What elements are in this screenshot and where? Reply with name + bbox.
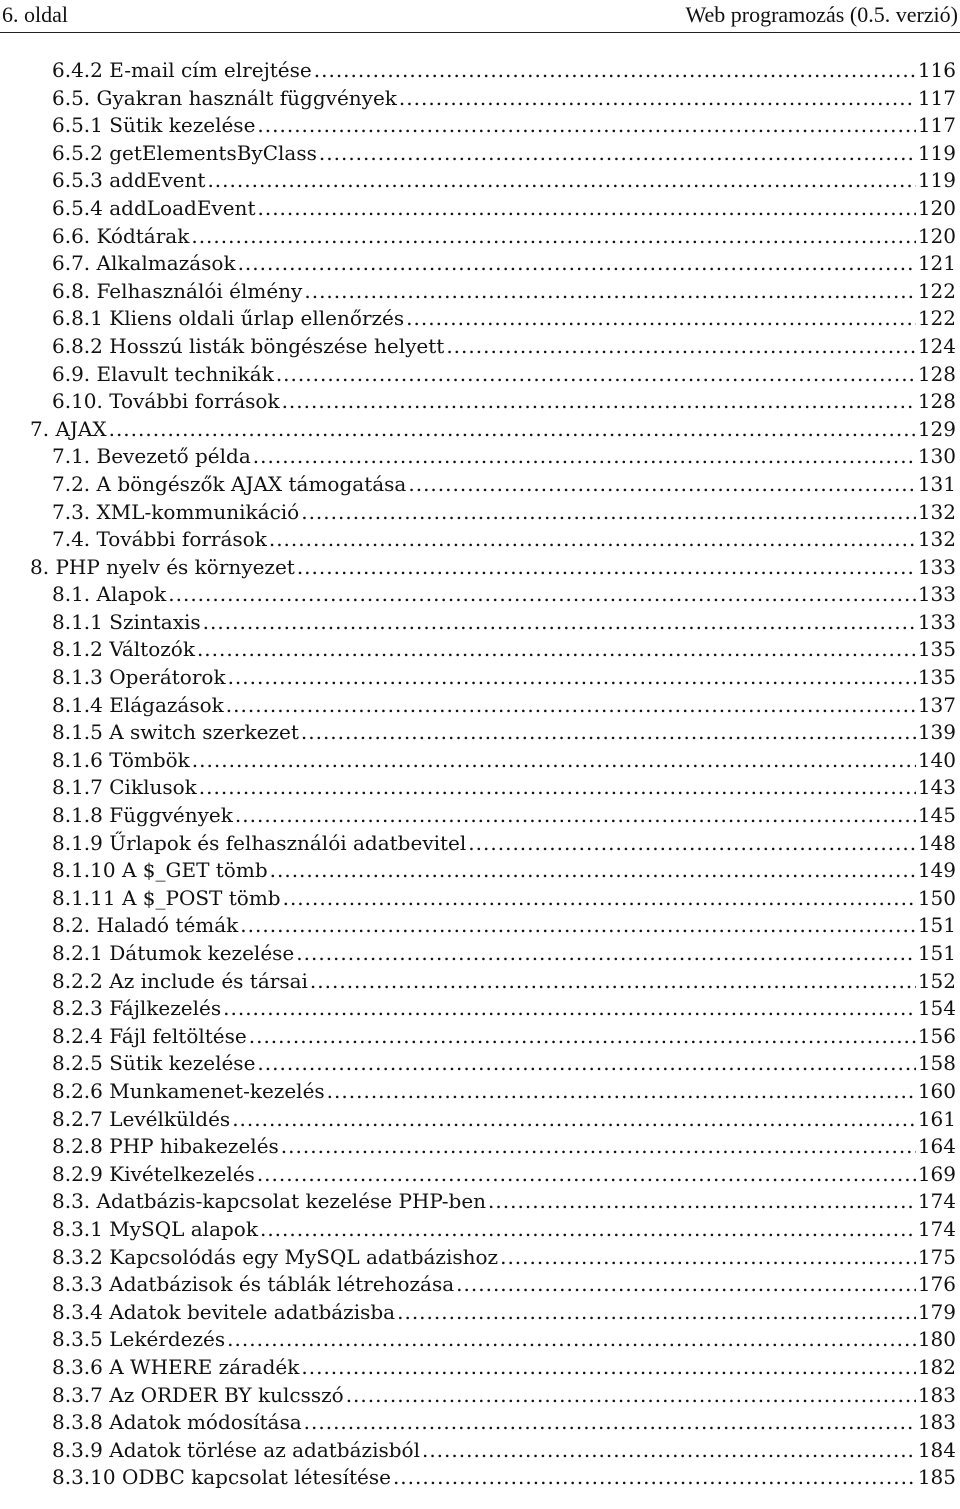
toc-entry-title: 8.2.8 PHP hibakezelés bbox=[52, 1134, 279, 1159]
dot-leader bbox=[304, 278, 915, 306]
toc-entry-title: 8.3.6 A WHERE záradék bbox=[52, 1354, 300, 1379]
toc-entry-page: 128 bbox=[917, 361, 956, 386]
toc-entry[interactable] bbox=[0, 112, 960, 140]
toc-entry[interactable] bbox=[0, 1326, 960, 1354]
toc-entry[interactable] bbox=[0, 885, 960, 913]
toc-entry[interactable] bbox=[0, 471, 960, 499]
dot-leader bbox=[296, 940, 916, 968]
toc-entry[interactable] bbox=[0, 1464, 960, 1492]
dot-leader bbox=[199, 774, 916, 802]
dot-leader bbox=[282, 388, 916, 416]
toc-entry-title: 6.5.2 getElementsByClass bbox=[52, 140, 317, 165]
toc-entry[interactable] bbox=[0, 1078, 960, 1106]
toc-entry-title: 8.1.11 A $_POST tömb bbox=[52, 885, 281, 910]
toc-entry-page: 174 bbox=[917, 1216, 956, 1241]
toc-entry-page: 160 bbox=[917, 1078, 956, 1103]
toc-entry-page: 150 bbox=[917, 885, 956, 910]
toc-entry[interactable] bbox=[0, 857, 960, 885]
toc-entry[interactable] bbox=[0, 388, 960, 416]
toc-entry-title: 6.6. Kódtárak bbox=[52, 223, 190, 248]
dot-leader bbox=[235, 802, 916, 830]
toc-entry-title: 8.2. Haladó témák bbox=[52, 913, 239, 938]
toc-entry[interactable] bbox=[0, 305, 960, 333]
toc-entry[interactable] bbox=[0, 85, 960, 113]
toc-entry[interactable] bbox=[0, 1299, 960, 1327]
dot-leader bbox=[223, 995, 916, 1023]
toc-entry-title: 8.3.1 MySQL alapok bbox=[52, 1216, 258, 1241]
dot-leader bbox=[192, 747, 916, 775]
toc-entry[interactable] bbox=[0, 554, 960, 582]
toc-entry-page: 161 bbox=[917, 1106, 956, 1131]
toc-entry-page: 149 bbox=[917, 858, 956, 883]
toc-entry-page: 169 bbox=[917, 1161, 956, 1186]
toc-entry-page: 121 bbox=[917, 251, 956, 276]
toc-entry-title: 8.1.10 A $_GET tömb bbox=[52, 858, 268, 883]
toc-entry-title: 8. PHP nyelv és környezet bbox=[30, 554, 295, 579]
toc-entry-page: 164 bbox=[917, 1134, 956, 1159]
toc-entry-title: 6.10. További források bbox=[52, 389, 280, 414]
toc-entry-page: 130 bbox=[917, 444, 956, 469]
toc-entry[interactable] bbox=[0, 223, 960, 251]
toc-entry-page: 133 bbox=[917, 554, 956, 579]
toc-entry-title: 8.3.10 ODBC kapcsolat létesítése bbox=[52, 1465, 391, 1490]
dot-leader bbox=[304, 1409, 916, 1437]
dot-leader bbox=[301, 499, 916, 527]
dot-leader bbox=[500, 1244, 916, 1272]
toc-entry[interactable] bbox=[0, 1216, 960, 1244]
dot-leader bbox=[257, 1050, 915, 1078]
toc-entry[interactable] bbox=[0, 526, 960, 554]
page-header bbox=[0, 0, 960, 33]
dot-leader bbox=[446, 333, 916, 361]
toc-entry-title: 7.3. XML-kommunikáció bbox=[52, 499, 300, 524]
toc-entry-page: 120 bbox=[917, 223, 956, 248]
dot-leader bbox=[408, 471, 915, 499]
toc-entry-title: 8.2.2 Az include és társai bbox=[52, 968, 308, 993]
toc-entry-page: 183 bbox=[917, 1382, 956, 1407]
dot-leader bbox=[456, 1271, 916, 1299]
dot-leader bbox=[468, 830, 916, 858]
toc-entry-title: 8.1.9 Űrlapok és felhasználói adatbevitel bbox=[52, 830, 467, 855]
toc-entry-title: 8.1.2 Változók bbox=[52, 637, 195, 662]
toc-entry-page: 116 bbox=[917, 58, 956, 82]
toc-entry-title: 6.4.2 E-mail cím elrejtése bbox=[52, 58, 312, 82]
toc-entry-title: 8.1. Alapok bbox=[52, 582, 167, 607]
toc-entry-title: 7.2. A böngészők AJAX támogatása bbox=[52, 471, 407, 496]
dot-leader bbox=[310, 968, 916, 996]
toc-entry[interactable] bbox=[0, 1409, 960, 1437]
dot-leader bbox=[228, 664, 916, 692]
dot-leader bbox=[488, 1188, 916, 1216]
dot-leader bbox=[406, 305, 916, 333]
toc-entry[interactable] bbox=[0, 1133, 960, 1161]
toc-entry-page: 117 bbox=[917, 85, 956, 110]
toc-entry-page: 145 bbox=[917, 803, 956, 828]
toc-entry[interactable] bbox=[0, 57, 960, 85]
dot-leader bbox=[207, 167, 915, 195]
dot-leader bbox=[257, 1161, 916, 1189]
toc-entry-title: 8.3.4 Adatok bevitele adatbázisba bbox=[52, 1299, 396, 1324]
toc-entry-page: 139 bbox=[917, 720, 956, 745]
dot-leader bbox=[314, 57, 916, 85]
toc-entry[interactable] bbox=[0, 1106, 960, 1134]
toc-entry-page: 132 bbox=[917, 499, 956, 524]
dot-leader bbox=[109, 416, 916, 444]
toc-entry-title: 7.1. Bevezető példa bbox=[52, 444, 251, 469]
dot-leader bbox=[346, 1382, 916, 1410]
toc-entry[interactable] bbox=[0, 940, 960, 968]
toc-entry-title: 6.8.2 Hosszú listák böngészése helyett bbox=[52, 333, 445, 358]
dot-leader bbox=[393, 1464, 916, 1492]
dot-leader bbox=[238, 250, 916, 278]
dot-leader bbox=[253, 443, 916, 471]
toc-entry-title: 8.3. Adatbázis-kapcsolat kezelése PHP-ben bbox=[52, 1189, 487, 1214]
toc-entry-page: 151 bbox=[917, 941, 956, 965]
toc-entry-page: 180 bbox=[917, 1327, 956, 1352]
dot-leader bbox=[227, 1326, 916, 1354]
toc-entry-title: 6.5.1 Sütik kezelése bbox=[52, 113, 256, 138]
toc-entry-title: 6.7. Alkalmazások bbox=[52, 251, 236, 276]
toc-entry[interactable] bbox=[0, 830, 960, 858]
toc-entry-page: 152 bbox=[917, 968, 956, 993]
toc-entry[interactable] bbox=[0, 499, 960, 527]
toc-entry[interactable] bbox=[0, 1382, 960, 1410]
dot-leader bbox=[197, 636, 916, 664]
toc-entry-title: 8.3.5 Lekérdezés bbox=[52, 1327, 226, 1352]
toc-entry-title: 6.5. Gyakran használt függvények bbox=[52, 85, 397, 110]
toc-entry[interactable] bbox=[0, 1050, 960, 1078]
dot-leader bbox=[281, 1133, 916, 1161]
toc-entry[interactable] bbox=[0, 664, 960, 692]
dot-leader bbox=[226, 692, 916, 720]
document-title: Web programozás (0.5. verzió) bbox=[685, 2, 958, 27]
toc-entry-title: 8.1.4 Elágazások bbox=[52, 692, 224, 717]
toc-entry[interactable] bbox=[0, 140, 960, 168]
toc-entry-title: 8.2.5 Sütik kezelése bbox=[52, 1051, 256, 1076]
toc-entry[interactable] bbox=[0, 636, 960, 664]
toc-entry-page: 183 bbox=[917, 1410, 956, 1435]
toc-entry-page: 117 bbox=[917, 113, 956, 138]
dot-leader bbox=[232, 1106, 916, 1134]
dot-leader bbox=[397, 1299, 916, 1327]
toc-entry-title: 8.2.1 Dátumok kezelése bbox=[52, 941, 295, 965]
toc-entry[interactable] bbox=[0, 995, 960, 1023]
toc-entry[interactable] bbox=[0, 774, 960, 802]
toc-entry[interactable] bbox=[0, 443, 960, 471]
toc-entry-page: 158 bbox=[917, 1051, 956, 1076]
toc-entry[interactable] bbox=[0, 333, 960, 361]
toc-entry-title: 8.2.4 Fájl feltöltése bbox=[52, 1023, 247, 1048]
dot-leader bbox=[422, 1437, 916, 1465]
toc-entry[interactable] bbox=[0, 609, 960, 637]
page-number-label: 6. oldal bbox=[2, 2, 68, 27]
toc-entry-title: 8.2.9 Kivételkezelés bbox=[52, 1161, 255, 1186]
toc-entry-page: 135 bbox=[917, 637, 956, 662]
toc-entry-page: 124 bbox=[917, 333, 956, 358]
dot-leader bbox=[301, 719, 916, 747]
dot-leader bbox=[249, 1023, 916, 1051]
toc-entry[interactable] bbox=[0, 1188, 960, 1216]
toc-entry-page: 175 bbox=[917, 1244, 956, 1269]
toc-entry-title: 8.3.8 Adatok módosítása bbox=[52, 1410, 302, 1435]
toc-entry-title: 7.4. További források bbox=[52, 527, 267, 552]
toc-entry-title: 8.2.7 Levélküldés bbox=[52, 1106, 231, 1131]
dot-leader bbox=[283, 885, 916, 913]
toc-entry-page: 131 bbox=[917, 471, 956, 496]
toc-entry-page: 120 bbox=[917, 195, 956, 220]
dot-leader bbox=[168, 581, 916, 609]
toc-entry-page: 133 bbox=[917, 582, 956, 607]
toc-entry-title: 8.3.7 Az ORDER BY kulcsszó bbox=[52, 1382, 344, 1407]
toc-entry-page: 122 bbox=[917, 306, 956, 331]
toc-entry[interactable] bbox=[0, 968, 960, 996]
table-of-contents bbox=[0, 57, 960, 1492]
toc-entry[interactable] bbox=[0, 1244, 960, 1272]
toc-entry-page: 176 bbox=[917, 1272, 956, 1297]
toc-entry[interactable] bbox=[0, 167, 960, 195]
toc-entry-title: 6.9. Elavult technikák bbox=[52, 361, 274, 386]
toc-entry[interactable] bbox=[0, 1161, 960, 1189]
dot-leader bbox=[269, 526, 916, 554]
toc-entry-page: 143 bbox=[917, 775, 956, 800]
toc-entry-title: 6.5.3 addEvent bbox=[52, 168, 206, 193]
dot-leader bbox=[203, 609, 916, 637]
dot-leader bbox=[319, 140, 916, 168]
toc-entry-page: 119 bbox=[917, 140, 956, 165]
toc-entry-page: 156 bbox=[917, 1023, 956, 1048]
toc-entry[interactable] bbox=[0, 1437, 960, 1465]
toc-entry-page: 182 bbox=[917, 1354, 956, 1379]
toc-entry[interactable] bbox=[0, 747, 960, 775]
toc-entry-page: 135 bbox=[917, 665, 956, 690]
toc-entry-title: 6.8. Felhasználói élmény bbox=[52, 278, 303, 303]
dot-leader bbox=[301, 1354, 915, 1382]
dot-leader bbox=[297, 554, 916, 582]
toc-entry[interactable] bbox=[0, 581, 960, 609]
toc-entry[interactable] bbox=[0, 912, 960, 940]
toc-entry-page: 140 bbox=[917, 747, 956, 772]
toc-entry-title: 8.1.7 Ciklusok bbox=[52, 775, 197, 800]
toc-entry[interactable] bbox=[0, 802, 960, 830]
toc-entry-page: 119 bbox=[917, 168, 956, 193]
dot-leader bbox=[276, 361, 916, 389]
toc-entry-title: 6.5.4 addLoadEvent bbox=[52, 195, 256, 220]
toc-entry-title: 8.1.3 Operátorok bbox=[52, 665, 226, 690]
toc-entry-title: 8.3.2 Kapcsolódás egy MySQL adatbázishoz bbox=[52, 1244, 499, 1269]
toc-entry[interactable] bbox=[0, 719, 960, 747]
toc-entry-page: 174 bbox=[917, 1189, 956, 1214]
toc-entry-title: 8.1.1 Szintaxis bbox=[52, 609, 201, 634]
dot-leader bbox=[270, 857, 916, 885]
toc-entry-page: 133 bbox=[917, 609, 956, 634]
toc-entry[interactable] bbox=[0, 1023, 960, 1051]
toc-entry-title: 8.3.3 Adatbázisok és táblák létrehozása bbox=[52, 1272, 455, 1297]
dot-leader bbox=[257, 112, 915, 140]
toc-entry-page: 154 bbox=[917, 996, 956, 1021]
toc-entry-title: 8.1.8 Függvények bbox=[52, 803, 233, 828]
toc-entry[interactable] bbox=[0, 1271, 960, 1299]
toc-entry-title: 8.2.3 Fájlkezelés bbox=[52, 996, 222, 1021]
toc-entry-page: 129 bbox=[917, 416, 956, 441]
toc-entry-title: 8.1.6 Tömbök bbox=[52, 747, 190, 772]
toc-entry-page: 185 bbox=[917, 1465, 956, 1490]
dot-leader bbox=[191, 223, 915, 251]
toc-entry-page: 122 bbox=[917, 278, 956, 303]
toc-entry-title: 7. AJAX bbox=[30, 416, 107, 441]
toc-entry[interactable] bbox=[0, 416, 960, 444]
toc-entry-page: 151 bbox=[917, 913, 956, 938]
toc-entry[interactable] bbox=[0, 1354, 960, 1382]
dot-leader bbox=[240, 912, 916, 940]
dot-leader bbox=[257, 195, 915, 223]
dot-leader bbox=[399, 85, 916, 113]
toc-entry[interactable] bbox=[0, 250, 960, 278]
toc-entry[interactable] bbox=[0, 361, 960, 389]
toc-entry-page: 137 bbox=[917, 692, 956, 717]
toc-entry-page: 179 bbox=[917, 1299, 956, 1324]
toc-entry-title: 8.2.6 Munkamenet-kezelés bbox=[52, 1078, 325, 1103]
toc-entry-page: 148 bbox=[917, 830, 956, 855]
dot-leader bbox=[260, 1216, 916, 1244]
dot-leader bbox=[327, 1078, 916, 1106]
toc-entry-title: 8.1.5 A switch szerkezet bbox=[52, 720, 299, 745]
toc-entry-page: 128 bbox=[917, 389, 956, 414]
toc-entry[interactable] bbox=[0, 195, 960, 223]
toc-entry-title: 6.8.1 Kliens oldali űrlap ellenőrzés bbox=[52, 306, 405, 331]
toc-entry-page: 132 bbox=[917, 527, 956, 552]
toc-entry[interactable] bbox=[0, 692, 960, 720]
toc-entry[interactable] bbox=[0, 278, 960, 306]
toc-entry-title: 8.3.9 Adatok törlése az adatbázisból bbox=[52, 1437, 420, 1462]
toc-entry-page: 184 bbox=[917, 1437, 956, 1462]
